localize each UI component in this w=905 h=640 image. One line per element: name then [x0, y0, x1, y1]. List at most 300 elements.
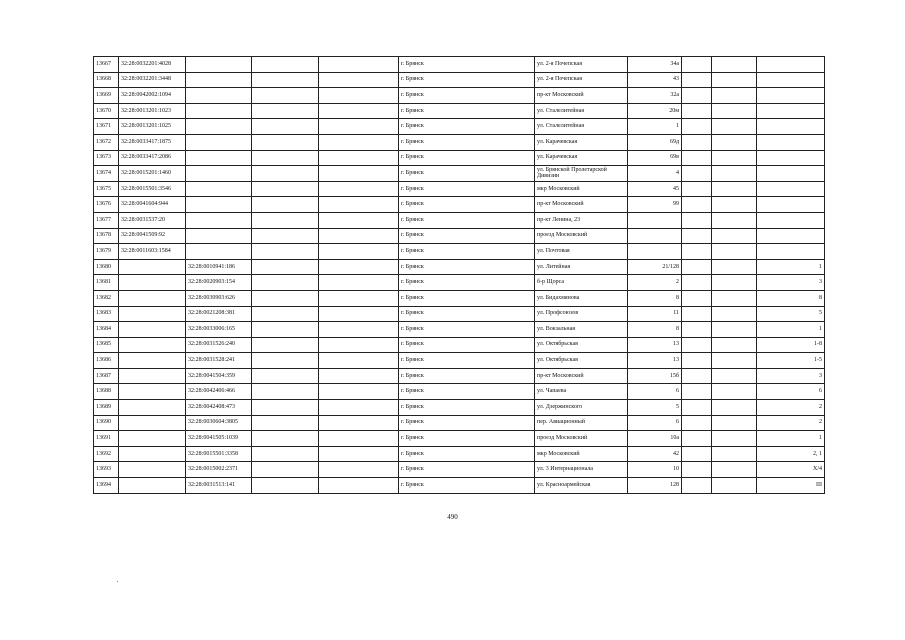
empty-cell [252, 244, 319, 260]
street-cell: ул. Красноармейская [535, 478, 628, 494]
empty-cell [252, 275, 319, 291]
empty-cell [252, 478, 319, 494]
cadastral-number-cell: 32:28:0013201:1025 [119, 119, 186, 135]
empty-cell [682, 446, 712, 462]
premises-cadastral-number-cell [186, 166, 252, 182]
house-number-cell: 10а [628, 431, 682, 447]
house-number-cell: 42 [628, 446, 682, 462]
cadastral-number-cell: 32:28:0032201:4028 [119, 57, 186, 73]
city-cell: г. Брянск [399, 400, 535, 416]
apartment-cell [757, 57, 825, 73]
premises-cadastral-number-cell: 32:28:0015501:3358 [186, 446, 252, 462]
row-number-cell: 13691 [94, 431, 119, 447]
table-row [94, 368, 825, 384]
premises-cadastral-number-cell [186, 228, 252, 244]
empty-cell [712, 337, 757, 353]
table-body [94, 57, 825, 494]
row-number-cell: 13670 [94, 103, 119, 119]
row-number-cell: 13685 [94, 337, 119, 353]
cadastral-number-cell: 32:28:0041604:944 [119, 197, 186, 213]
empty-cell [712, 244, 757, 260]
house-number-cell [628, 244, 682, 260]
empty-cell [712, 150, 757, 166]
cadastral-number-cell [119, 400, 186, 416]
empty-cell [712, 384, 757, 400]
empty-cell [252, 72, 319, 88]
premises-cadastral-number-cell [186, 57, 252, 73]
empty-cell [712, 166, 757, 182]
table-row [94, 228, 825, 244]
cadastral-number-cell [119, 275, 186, 291]
street-cell: б-р Щорса [535, 275, 628, 291]
empty-cell [319, 306, 399, 322]
empty-cell [712, 197, 757, 213]
empty-cell [712, 275, 757, 291]
street-cell: мкр Московский [535, 181, 628, 197]
empty-cell [319, 197, 399, 213]
cadastral-number-cell [119, 431, 186, 447]
empty-cell [319, 103, 399, 119]
cadastral-number-cell [119, 415, 186, 431]
house-number-cell: 43 [628, 72, 682, 88]
row-number-cell: 13686 [94, 353, 119, 369]
apartment-cell: 1 [757, 259, 825, 275]
row-number-cell: 13694 [94, 478, 119, 494]
apartment-cell: 6 [757, 384, 825, 400]
empty-cell [252, 368, 319, 384]
empty-cell [682, 150, 712, 166]
cadastral-number-cell: 32:28:0033417:2086 [119, 150, 186, 166]
house-number-cell: 15б [628, 368, 682, 384]
empty-cell [682, 431, 712, 447]
city-cell: г. Брянск [399, 134, 535, 150]
street-cell: проезд Московский [535, 228, 628, 244]
premises-cadastral-number-cell [186, 134, 252, 150]
apartment-cell [757, 150, 825, 166]
empty-cell [319, 337, 399, 353]
empty-cell [682, 166, 712, 182]
city-cell: г. Брянск [399, 275, 535, 291]
apartment-cell: III [757, 478, 825, 494]
empty-cell [712, 353, 757, 369]
empty-cell [252, 212, 319, 228]
premises-cadastral-number-cell: 32:28:0030604:3805 [186, 415, 252, 431]
cadastral-number-cell: 32:28:0033417:1875 [119, 134, 186, 150]
empty-cell [682, 306, 712, 322]
street-cell: ул. 2-я Почепская [535, 72, 628, 88]
city-cell: г. Брянск [399, 181, 535, 197]
street-cell: пр-кт Ленина, 23 [535, 212, 628, 228]
cadastral-number-cell [119, 322, 186, 338]
empty-cell [682, 290, 712, 306]
house-number-cell: 13 [628, 353, 682, 369]
cadastral-number-cell [119, 306, 186, 322]
city-cell: г. Брянск [399, 244, 535, 260]
premises-cadastral-number-cell: 32:28:0020903:154 [186, 275, 252, 291]
city-cell: г. Брянск [399, 166, 535, 182]
empty-cell [712, 431, 757, 447]
house-number-cell: 99 [628, 197, 682, 213]
empty-cell [252, 384, 319, 400]
empty-cell [252, 353, 319, 369]
cadastral-number-cell [119, 478, 186, 494]
row-number-cell: 13678 [94, 228, 119, 244]
table-row [94, 337, 825, 353]
empty-cell [319, 212, 399, 228]
street-cell: пр-кт Московский [535, 368, 628, 384]
cadastral-number-cell [119, 368, 186, 384]
empty-cell [682, 212, 712, 228]
apartment-cell: 1-8 [757, 337, 825, 353]
table-row [94, 384, 825, 400]
apartment-cell: 5 [757, 306, 825, 322]
empty-cell [682, 181, 712, 197]
table-row [94, 197, 825, 213]
empty-cell [319, 88, 399, 104]
table-row [94, 166, 825, 182]
table-row [94, 306, 825, 322]
row-number-cell: 13680 [94, 259, 119, 275]
empty-cell [319, 322, 399, 338]
table-row [94, 134, 825, 150]
empty-cell [712, 322, 757, 338]
premises-cadastral-number-cell: 32:28:0042408:473 [186, 400, 252, 416]
empty-cell [682, 322, 712, 338]
address-register-table [93, 56, 825, 494]
table-row [94, 462, 825, 478]
empty-cell [682, 57, 712, 73]
table-row [94, 446, 825, 462]
empty-cell [319, 259, 399, 275]
cadastral-number-cell: 32:28:0041509:92 [119, 228, 186, 244]
empty-cell [252, 103, 319, 119]
empty-cell [252, 290, 319, 306]
premises-cadastral-number-cell: 32:28:0031528:241 [186, 353, 252, 369]
street-cell: ул. Сталелитейная [535, 119, 628, 135]
empty-cell [319, 181, 399, 197]
apartment-cell: 2 [757, 400, 825, 416]
empty-cell [682, 228, 712, 244]
empty-cell [712, 134, 757, 150]
city-cell: г. Брянск [399, 446, 535, 462]
apartment-cell [757, 244, 825, 260]
empty-cell [252, 259, 319, 275]
house-number-cell: 21/128 [628, 259, 682, 275]
empty-cell [682, 134, 712, 150]
street-cell: пр-кт Московский [535, 88, 628, 104]
street-cell: проезд Московский [535, 431, 628, 447]
empty-cell [319, 462, 399, 478]
table-row [94, 431, 825, 447]
table-row [94, 103, 825, 119]
empty-cell [252, 446, 319, 462]
empty-cell [252, 462, 319, 478]
empty-cell [252, 322, 319, 338]
premises-cadastral-number-cell: 32:28:0041504:359 [186, 368, 252, 384]
row-number-cell: 13681 [94, 275, 119, 291]
empty-cell [319, 72, 399, 88]
empty-cell [682, 259, 712, 275]
premises-cadastral-number-cell: 32:28:0031526:240 [186, 337, 252, 353]
street-cell: ул. Дзержинского [535, 400, 628, 416]
street-cell: ул. 3 Интернационала [535, 462, 628, 478]
row-number-cell: 13689 [94, 400, 119, 416]
table-row [94, 353, 825, 369]
empty-cell [712, 88, 757, 104]
city-cell: г. Брянск [399, 212, 535, 228]
apartment-cell: 2 [757, 415, 825, 431]
row-number-cell: 13682 [94, 290, 119, 306]
table-row [94, 57, 825, 73]
empty-cell [319, 119, 399, 135]
table-row [94, 259, 825, 275]
empty-cell [682, 478, 712, 494]
table-row [94, 322, 825, 338]
cadastral-number-cell: 32:28:0031537:20 [119, 212, 186, 228]
row-number-cell: 13683 [94, 306, 119, 322]
street-cell: ул. Карачевская [535, 134, 628, 150]
premises-cadastral-number-cell [186, 212, 252, 228]
empty-cell [319, 384, 399, 400]
table-row [94, 72, 825, 88]
house-number-cell: 45 [628, 181, 682, 197]
house-number-cell: 11 [628, 306, 682, 322]
table-row [94, 212, 825, 228]
premises-cadastral-number-cell: 32:28:0015002:2371 [186, 462, 252, 478]
apartment-cell [757, 103, 825, 119]
street-cell: пер. Авиационный [535, 415, 628, 431]
city-cell: г. Брянск [399, 368, 535, 384]
house-number-cell: 32а [628, 88, 682, 104]
row-number-cell: 13690 [94, 415, 119, 431]
empty-cell [319, 275, 399, 291]
premises-cadastral-number-cell [186, 88, 252, 104]
empty-cell [252, 431, 319, 447]
row-number-cell: 13687 [94, 368, 119, 384]
city-cell: г. Брянск [399, 119, 535, 135]
row-number-cell: 13677 [94, 212, 119, 228]
table-row [94, 290, 825, 306]
empty-cell [712, 259, 757, 275]
empty-cell [319, 134, 399, 150]
empty-cell [319, 353, 399, 369]
premises-cadastral-number-cell: 32:28:0042406:466 [186, 384, 252, 400]
empty-cell [252, 181, 319, 197]
city-cell: г. Брянск [399, 57, 535, 73]
empty-cell [712, 181, 757, 197]
empty-cell [712, 368, 757, 384]
apartment-cell: 3 [757, 275, 825, 291]
premises-cadastral-number-cell [186, 119, 252, 135]
empty-cell [252, 306, 319, 322]
house-number-cell: 10 [628, 462, 682, 478]
empty-cell [252, 88, 319, 104]
house-number-cell: 128 [628, 478, 682, 494]
empty-cell [712, 212, 757, 228]
city-cell: г. Брянск [399, 103, 535, 119]
table-row [94, 478, 825, 494]
empty-cell [712, 400, 757, 416]
empty-cell [252, 197, 319, 213]
empty-cell [712, 119, 757, 135]
street-cell: ул. Брянской Пролетарской Дивизии [535, 166, 628, 182]
premises-cadastral-number-cell: 32:28:0030903:626 [186, 290, 252, 306]
house-number-cell: 34а [628, 57, 682, 73]
street-cell: ул. Профсоюзов [535, 306, 628, 322]
cadastral-number-cell [119, 384, 186, 400]
premises-cadastral-number-cell: 32:28:0031513:141 [186, 478, 252, 494]
premises-cadastral-number-cell [186, 181, 252, 197]
empty-cell [319, 478, 399, 494]
city-cell: г. Брянск [399, 150, 535, 166]
empty-cell [319, 244, 399, 260]
street-cell: ул. Вокзальная [535, 322, 628, 338]
cadastral-number-cell [119, 353, 186, 369]
cadastral-number-cell [119, 446, 186, 462]
empty-cell [682, 244, 712, 260]
street-cell: ул. 2-я Почепская [535, 57, 628, 73]
empty-cell [682, 462, 712, 478]
premises-cadastral-number-cell: 32:28:0021208:381 [186, 306, 252, 322]
empty-cell [712, 103, 757, 119]
empty-cell [252, 228, 319, 244]
apartment-cell: Х/4 [757, 462, 825, 478]
street-cell: ул. Октябрьская [535, 353, 628, 369]
table-row [94, 244, 825, 260]
city-cell: г. Брянск [399, 290, 535, 306]
table-row [94, 119, 825, 135]
apartment-cell: 2, 1 [757, 446, 825, 462]
apartment-cell [757, 72, 825, 88]
empty-cell [712, 72, 757, 88]
city-cell: г. Брянск [399, 478, 535, 494]
empty-cell [712, 306, 757, 322]
empty-cell [712, 446, 757, 462]
empty-cell [682, 400, 712, 416]
table-row [94, 275, 825, 291]
empty-cell [682, 72, 712, 88]
cadastral-number-cell [119, 337, 186, 353]
empty-cell [252, 134, 319, 150]
empty-cell [712, 462, 757, 478]
premises-cadastral-number-cell: 32:28:0010941:186 [186, 259, 252, 275]
house-number-cell: 4 [628, 166, 682, 182]
row-number-cell: 13668 [94, 72, 119, 88]
house-number-cell: 6 [628, 384, 682, 400]
apartment-cell: 1-5 [757, 353, 825, 369]
empty-cell [319, 228, 399, 244]
empty-cell [252, 400, 319, 416]
empty-cell [252, 150, 319, 166]
house-number-cell [628, 228, 682, 244]
table-row [94, 400, 825, 416]
city-cell: г. Брянск [399, 197, 535, 213]
city-cell: г. Брянск [399, 228, 535, 244]
city-cell: г. Брянск [399, 353, 535, 369]
premises-cadastral-number-cell [186, 72, 252, 88]
empty-cell [319, 446, 399, 462]
city-cell: г. Брянск [399, 384, 535, 400]
scan-speck [117, 581, 118, 582]
premises-cadastral-number-cell [186, 244, 252, 260]
street-cell: ул. Бидахмянова [535, 290, 628, 306]
empty-cell [319, 368, 399, 384]
premises-cadastral-number-cell [186, 150, 252, 166]
empty-cell [319, 400, 399, 416]
city-cell: г. Брянск [399, 415, 535, 431]
table-row [94, 415, 825, 431]
apartment-cell: 1 [757, 322, 825, 338]
apartment-cell [757, 197, 825, 213]
row-number-cell: 13692 [94, 446, 119, 462]
house-number-cell: 8 [628, 290, 682, 306]
empty-cell [682, 415, 712, 431]
empty-cell [319, 290, 399, 306]
page-number: 490 [447, 513, 458, 521]
empty-cell [712, 415, 757, 431]
empty-cell [252, 337, 319, 353]
city-cell: г. Брянск [399, 88, 535, 104]
house-number-cell: 6 [628, 415, 682, 431]
cadastral-number-cell: 32:28:0032201:3448 [119, 72, 186, 88]
row-number-cell: 13675 [94, 181, 119, 197]
cadastral-number-cell [119, 290, 186, 306]
house-number-cell: 1 [628, 119, 682, 135]
row-number-cell: 13669 [94, 88, 119, 104]
street-cell: ул. Сталелитейная [535, 103, 628, 119]
empty-cell [682, 197, 712, 213]
row-number-cell: 13667 [94, 57, 119, 73]
row-number-cell: 13674 [94, 166, 119, 182]
apartment-cell: 8 [757, 290, 825, 306]
row-number-cell: 13673 [94, 150, 119, 166]
city-cell: г. Брянск [399, 72, 535, 88]
empty-cell [682, 353, 712, 369]
house-number-cell: 2 [628, 275, 682, 291]
house-number-cell: 69в [628, 150, 682, 166]
empty-cell [252, 166, 319, 182]
table-row [94, 150, 825, 166]
street-cell: пр-кт Московский [535, 197, 628, 213]
house-number-cell: 20м [628, 103, 682, 119]
row-number-cell: 13671 [94, 119, 119, 135]
empty-cell [682, 275, 712, 291]
empty-cell [712, 228, 757, 244]
empty-cell [682, 119, 712, 135]
city-cell: г. Брянск [399, 306, 535, 322]
empty-cell [319, 150, 399, 166]
street-cell: ул. Литейная [535, 259, 628, 275]
cadastral-number-cell: 32:28:0042002:1094 [119, 88, 186, 104]
apartment-cell [757, 134, 825, 150]
street-cell: ул. Чапаева [535, 384, 628, 400]
cadastral-number-cell: 32:28:0013201:1023 [119, 103, 186, 119]
empty-cell [319, 415, 399, 431]
table-row [94, 181, 825, 197]
cadastral-number-cell: 32:28:0015201:1460 [119, 166, 186, 182]
street-cell: ул. Октябрьская [535, 337, 628, 353]
city-cell: г. Брянск [399, 322, 535, 338]
premises-cadastral-number-cell: 32:28:0041505:1039 [186, 431, 252, 447]
empty-cell [252, 415, 319, 431]
row-number-cell: 13672 [94, 134, 119, 150]
empty-cell [712, 290, 757, 306]
cadastral-number-cell: 32:28:0011603:1584 [119, 244, 186, 260]
cadastral-number-cell [119, 462, 186, 478]
empty-cell [319, 57, 399, 73]
row-number-cell: 13684 [94, 322, 119, 338]
apartment-cell [757, 166, 825, 182]
